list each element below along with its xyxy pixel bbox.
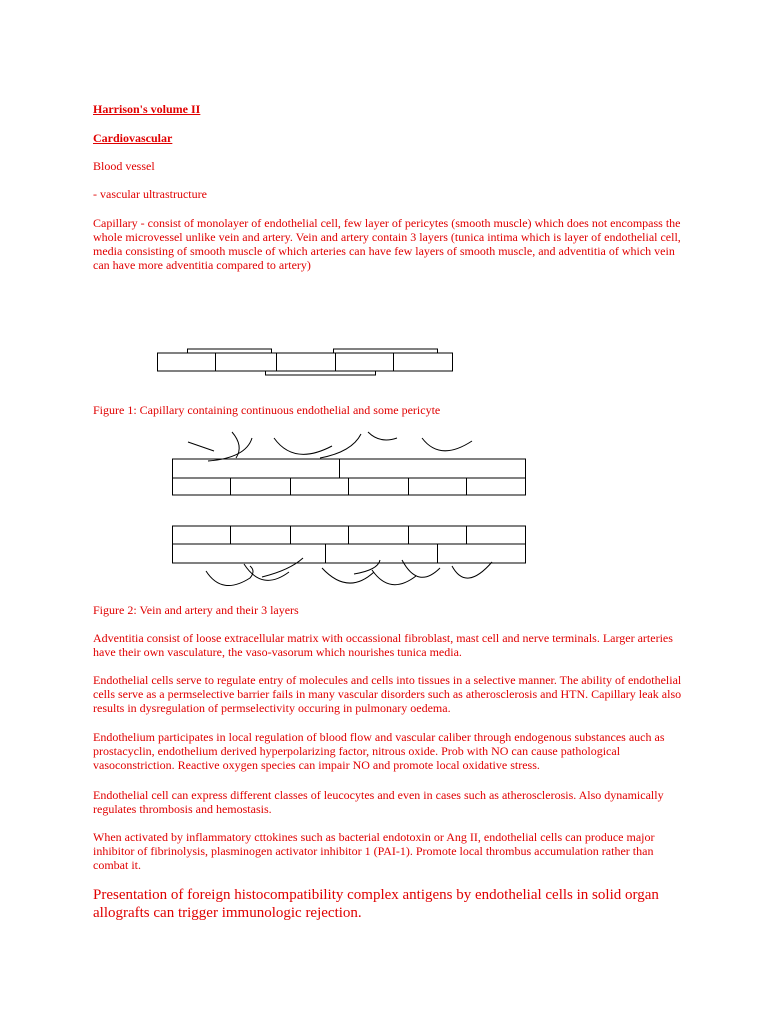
paragraph-endothelial-regulation: Endothelial cells serve to regulate entry of molecules and cells into tissues in a selective manner. The ability of endothelial cells serve as a permselective barrier fails in many vascular disorders such as atherosclerosis and HTN. Capillary leak also results in dysregulation of permselectivity occuring in pulmonary oedema. xyxy=(93,673,682,715)
paragraph-capillary: Capillary - consist of monolayer of endothelial cell, few layer of pericytes (smooth muscle) which does not encompass the whole microvessel unlike vein and artery. Vein and artery contain 3 layers (tunica intima which is layer of endothelial cell, media consisting of smooth muscle of which arteries can have few layers of smooth muscle, and adventitia of which vein can have more adventitia compared to artery) xyxy=(93,216,681,272)
paragraph-cytokines: When activated by inflammatory cttokines such as bacterial endotoxin or Ang II, endothelial cells can produce major inhibitor of fibrinolysis, plasminogen activator inhibitor 1 (PAI-1). Promote local thrombus accumulation rather than combat it. xyxy=(93,830,655,872)
figure1-caption: Figure 1: Capillary containing continuous endothelial and some pericyte xyxy=(93,403,441,417)
paragraph-presentation: Presentation of foreign histocompatibility complex antigens by endothelial cells in solid organ allografts can trigger immunologic rejection. xyxy=(93,887,659,921)
section-heading: Cardiovascular xyxy=(93,131,173,145)
document-title: Harrison's volume II xyxy=(93,102,201,116)
topic-line: - vascular ultrastructure xyxy=(93,187,207,201)
figure2-caption: Figure 2: Vein and artery and their 3 layers xyxy=(93,603,299,617)
subsection-heading: Blood vessel xyxy=(93,159,155,173)
paragraph-adventitia: Adventitia consist of loose extracellular matrix with occassional fibroblast, mast cell and nerve terminals. Larger arteries have their own vasculature, the vaso-vasorum which nourishes tunica media. xyxy=(93,631,673,659)
paragraph-endothelium-local: Endothelium participates in local regulation of blood flow and vascular caliber through endogenous substances auch as prostacyclin, endothelium derived hyperpolarizing factor, nitrous oxide. Prob with NO can cause pathological vasoconstriction. Reactive oxygen species can impair NO and promote local oxidative stress. xyxy=(93,730,665,772)
paragraph-leucocytes: Endothelial cell can express different classes of leucocytes and even in cases such as atherosclerosis. Also dynamically regulates thrombosis and hemostasis. xyxy=(93,788,664,816)
